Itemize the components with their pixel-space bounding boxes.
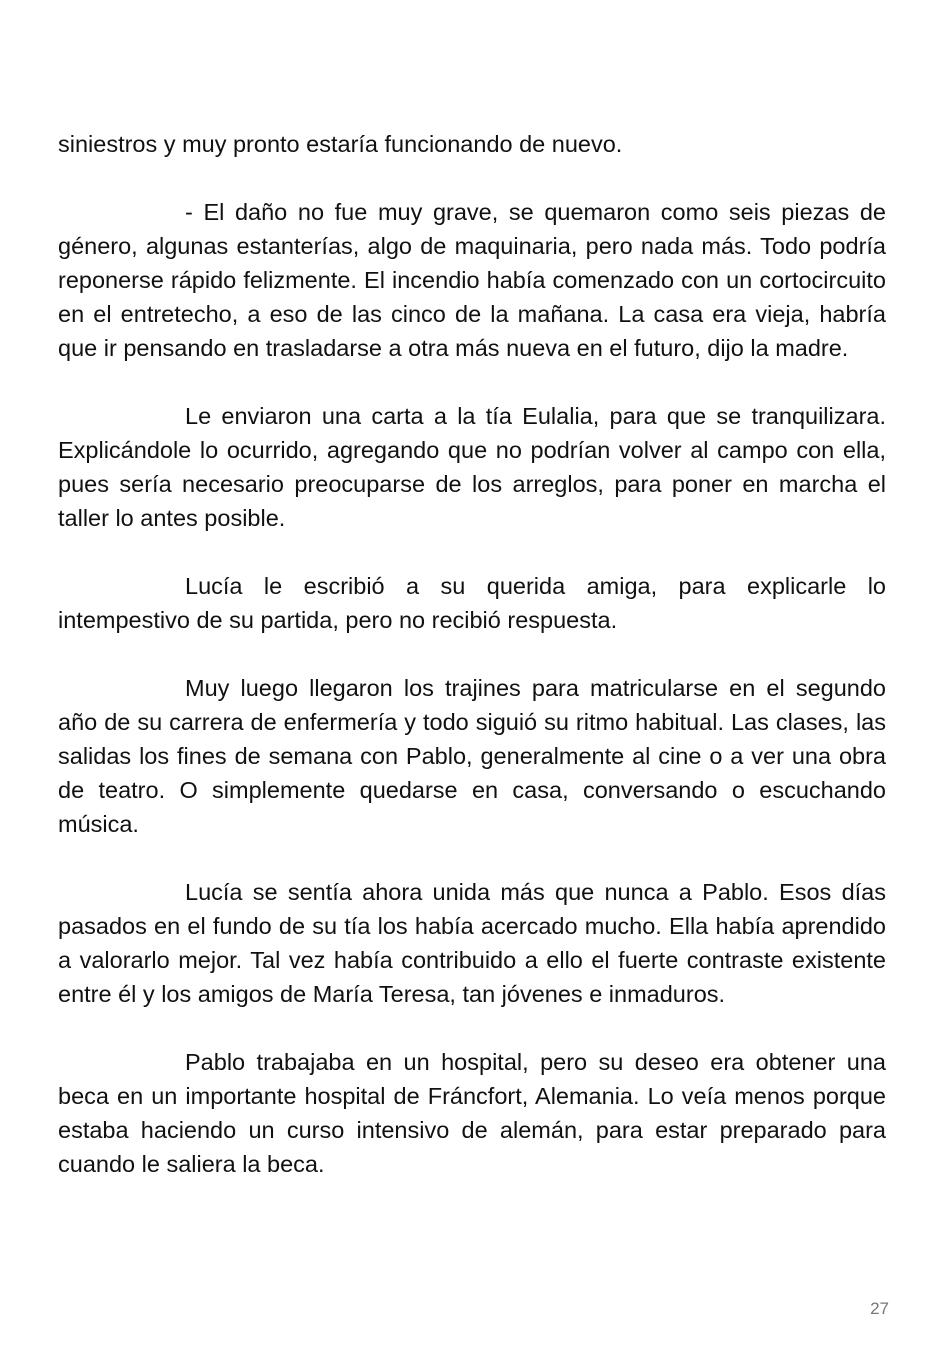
paragraph-3: Le enviaron una carta a la tía Eulalia, para que se tranquilizara. Explicándole lo ocurrido, agregando que no podrían volver al campo con ella, pues sería necesario preocuparse de los arreglos, para poner en marcha el taller lo antes posible. <box>58 403 886 531</box>
paragraph-2: - El daño no fue muy grave, se quemaron como seis piezas de género, algunas estanterías, algo de maquinaria, pero nada más. Todo podría reponerse rápido felizmente. El incendio había comenzado con un cortocircuito en el entretecho, a eso de las cinco de la mañana. La casa era vieja, habría que ir pensando en trasladarse a otra más nueva en el futuro, dijo la madre. <box>58 199 886 361</box>
paragraph-4: Lucía le escribió a su querida amiga, para explicarle lo intempestivo de su partida, pero no recibió respuesta. <box>58 573 886 633</box>
paragraph-7: Pablo trabajaba en un hospital, pero su deseo era obtener una beca en un importante hospital de Fráncfort, Alemania. Lo veía menos porque estaba haciendo un curso intensivo de alemán, para estar preparado para cuando le saliera la beca. <box>58 1049 886 1177</box>
paragraph-5: Muy luego llegaron los trajines para matricularse en el segundo año de su carrera de enfermería y todo siguió su ritmo habitual. Las clases, las salidas los fines de semana con Pablo, generalmente al cine o a ver una obra de teatro. O simplemente quedarse en casa, conversando o escuchando música. <box>58 675 886 837</box>
body-text <box>58 127 886 1215</box>
paragraph-6: Lucía se sentía ahora unida más que nunca a Pablo. Esos días pasados en el fundo de su tía los había acercado mucho. Ella había aprendido a valorarlo mejor. Tal vez había contribuido a ello el fuerte contraste existente entre él y los amigos de María Teresa, tan jóvenes e inmaduros. <box>58 879 886 1007</box>
paragraph-1: siniestros y muy pronto estaría funcionando de nuevo. <box>58 131 623 157</box>
page-number: 27 <box>870 1299 889 1318</box>
